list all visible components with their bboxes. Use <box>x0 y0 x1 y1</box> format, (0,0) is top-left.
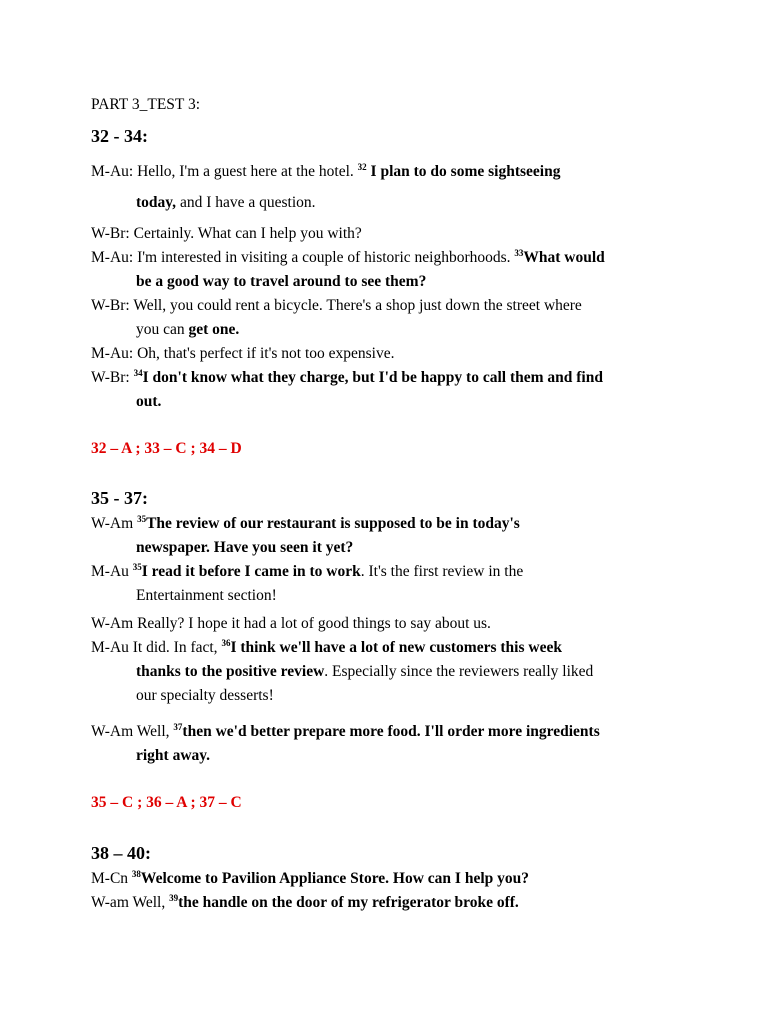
dialogue-line: W-Br: Certainly. What can I help you with? <box>91 225 362 242</box>
section-header: 38 – 40: <box>91 843 151 863</box>
document-title: PART 3_TEST 3: <box>91 96 201 113</box>
answer-key: 35 – C ; 36 – A ; 37 – C <box>91 794 242 811</box>
dialogue-line: W-Br: Well, you could rent a bicycle. There's a shop just down the street where <box>91 297 582 314</box>
dialogue-line: M-Au It did. In fact, $^{36}$I think we'll have a lot of new customers this week <box>91 638 562 656</box>
dialogue-line: you can get one. <box>136 321 240 338</box>
dialogue-line: be a good way to travel around to see them? <box>136 273 427 290</box>
dialogue-line: right away. <box>136 747 211 764</box>
dialogue-line: our specialty desserts! <box>136 687 274 704</box>
dialogue-line: M-Au: Hello, I'm a guest here at the hotel. $^{32}$ I plan to do some sightseeing <box>91 162 561 180</box>
dialogue-line: M-Cn $^{38}$Welcome to Pavilion Appliance Store. How can I help you? <box>91 869 530 887</box>
dialogue-line: W-Am Well, $^{37}$then we'd better prepare more food. I'll order more ingredients <box>91 722 600 740</box>
dialogue-line: newspaper. Have you seen it yet? <box>136 539 354 556</box>
dialogue-line: out. <box>136 393 162 410</box>
dialogue-line: thanks to the positive review. Especially since the reviewers really liked <box>136 663 594 680</box>
section-header: 35 - 37: <box>91 488 148 508</box>
dialogue-line: W-Am Really? I hope it had a lot of good things to say about us. <box>91 615 491 632</box>
dialogue-line: today, and I have a question. <box>136 194 316 211</box>
dialogue-line: M-Au: I'm interested in visiting a couple of historic neighborhoods. $^{33}$What would <box>91 248 605 266</box>
dialogue-line: Entertainment section! <box>136 587 277 604</box>
dialogue-line: W-Br: $^{34}$I don't know what they charge, but I'd be happy to call them and find <box>91 368 603 386</box>
dialogue-line: W-Am $^{35}$The review of our restaurant is supposed to be in today's <box>91 514 520 532</box>
section-header: 32 - 34: <box>91 126 148 146</box>
dialogue-line: M-Au: Oh, that's perfect if it's not too expensive. <box>91 345 395 362</box>
answer-key: 32 – A ; 33 – C ; 34 – D <box>91 440 242 457</box>
dialogue-line: W-am Well, $^{39}$the handle on the door of my refrigerator broke off. <box>91 893 519 911</box>
dialogue-line: M-Au $^{35}$I read it before I came in to work. It's the first review in the <box>91 562 524 580</box>
